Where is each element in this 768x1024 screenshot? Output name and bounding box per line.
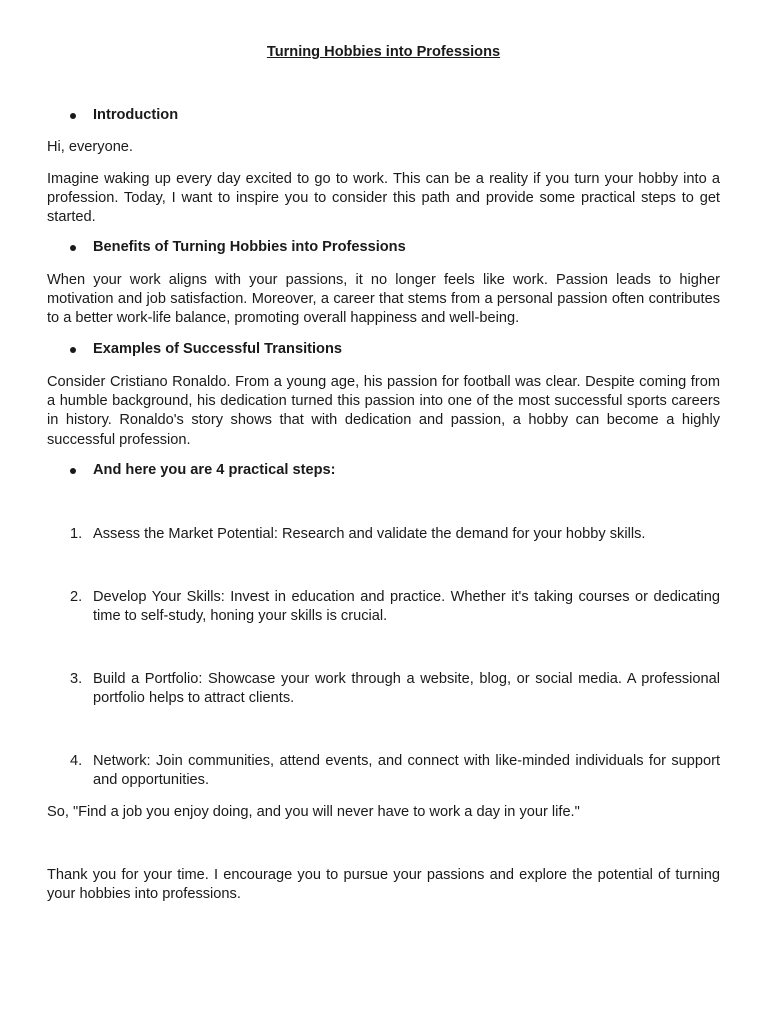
step-number: 1. bbox=[70, 526, 83, 542]
bullet-icon bbox=[70, 113, 76, 119]
paragraph-examples: Consider Cristiano Ronaldo. From a young age, his passion for football was clear. Despite coming from a humble background, his dedication turned this passion into one of the most successful sports careers in history. Ronaldo's story shows that with dedication and passion, a hobby can become a highly successful profession. bbox=[47, 374, 720, 448]
bullet-icon bbox=[70, 245, 76, 251]
document-title: Turning Hobbies into Professions bbox=[266, 44, 501, 60]
bullet-icon bbox=[70, 347, 76, 353]
step-number: 4. bbox=[70, 753, 83, 769]
step-text: Develop Your Skills: Invest in education and practice. Whether it's taking courses or dedicating time to self-study, honing your skills is crucial. bbox=[93, 589, 720, 625]
heading-text: Benefits of Turning Hobbies into Professions bbox=[93, 239, 406, 255]
section-heading-examples bbox=[93, 340, 713, 359]
step-text: Assess the Market Potential: Research and validate the demand for your hobby skills. bbox=[93, 526, 646, 542]
step-number: 2. bbox=[70, 589, 83, 605]
step-text: Build a Portfolio: Showcase your work through a website, blog, or social media. A professional portfolio helps to attract clients. bbox=[93, 671, 720, 707]
heading-text: Examples of Successful Transitions bbox=[93, 341, 342, 357]
list-item-step-2 bbox=[70, 588, 720, 626]
list-item-step-1 bbox=[70, 525, 720, 544]
paragraph-greeting: Hi, everyone. bbox=[47, 139, 133, 155]
section-heading-benefits bbox=[93, 238, 713, 257]
bullet-icon bbox=[70, 468, 76, 474]
paragraph-intro: Imagine waking up every day excited to go to work. This can be a reality if you turn your hobby into a profession. Today, I want to inspire you to consider this path and provide some practical steps to get started. bbox=[47, 171, 720, 226]
paragraph-quote: So, "Find a job you enjoy doing, and you will never have to work a day in your life." bbox=[47, 804, 580, 820]
paragraph-thanks: Thank you for your time. I encourage you to pursue your passions and explore the potential of turning your hobbies into professions. bbox=[47, 867, 720, 903]
list-item-step-3 bbox=[70, 670, 720, 708]
step-text: Network: Join communities, attend events, and connect with like-minded individuals for support and opportunities. bbox=[93, 753, 720, 789]
heading-text: And here you are 4 practical steps: bbox=[93, 462, 336, 478]
paragraph-benefits: When your work aligns with your passions, it no longer feels like work. Passion leads to higher motivation and job satisfaction. Moreover, a career that stems from a personal passion often contributes to a better work-life balance, promoting overall happiness and well-being. bbox=[47, 272, 720, 327]
section-heading-introduction bbox=[93, 106, 713, 125]
heading-text: Introduction bbox=[93, 107, 179, 123]
step-number: 3. bbox=[70, 671, 83, 687]
section-heading-steps bbox=[93, 461, 713, 480]
list-item-step-4 bbox=[70, 752, 720, 790]
